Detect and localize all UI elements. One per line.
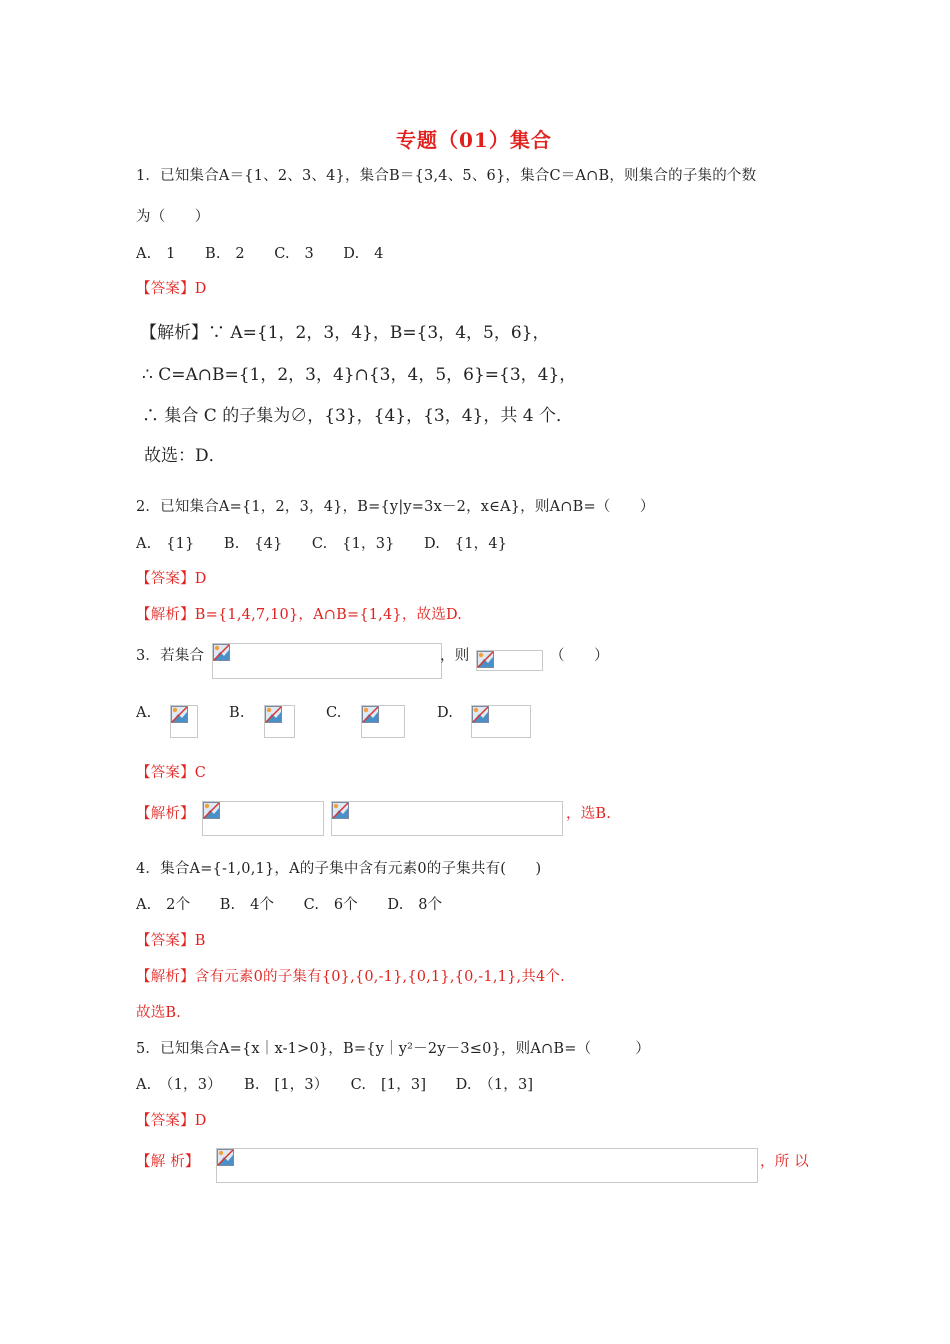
q4-analysis-line2: 故选B. [136, 1005, 182, 1021]
q1-stem-line2: 为（ ） [136, 209, 210, 225]
q1-analysis-line2: ∴ C=A∩B={1，2，3，4}∩{3，4，5，6}={3，4}， [142, 365, 577, 385]
q3-answer: 【答案】C [136, 765, 207, 781]
q3-option-b-label: B. [229, 705, 245, 721]
q3-option-a-image [170, 705, 198, 738]
q2-answer: 【答案】D [136, 571, 207, 587]
q5-stem: 5．已知集合A={x｜x-1>0}，B={y｜y²－2y－3≤0}，则A∩B=（ ） [136, 1041, 651, 1057]
q3-option-d-image [471, 705, 531, 738]
q3-option-c-label: C. [326, 705, 342, 721]
broken-image-icon [265, 706, 282, 723]
q1-analysis-line1 [140, 318, 549, 343]
q5-analysis-suffix: ，所 以 [760, 1154, 809, 1170]
q3-option-a-label: A. [136, 705, 152, 721]
q1-analysis-label: 【解析】 [140, 323, 208, 343]
q1-stem-line1: 1．已知集合A＝{1、2、3、4}，集合B＝{3,4、5、6}，集合C＝A∩B，则集合的子集的个数 [136, 168, 757, 184]
q1-analysis-line3: ∴ 集合 C 的子集为∅，{3}，{4}，{3，4}，共 4 个． [142, 406, 574, 426]
q3-stem-image-2 [476, 650, 543, 671]
q2-analysis: 【解析】B={1,4,7,10}，A∩B={1,4}，故选D. [136, 607, 463, 623]
q3-stem-suffix: （ ） [550, 648, 609, 664]
q5-analysis-label: 【解 析】 [136, 1154, 200, 1170]
q3-analysis-image-2 [331, 801, 563, 836]
q4-analysis: 【解析】含有元素0的子集有{0},{0,-1},{0,1},{0,-1,1},共4个. [136, 969, 565, 985]
q4-answer: 【答案】B [136, 933, 206, 949]
q4-stem: 4．集合A={-1,0,1}，A的子集中含有元素0的子集共有( ) [136, 861, 542, 877]
q1-analysis-text1: ∵ A={1，2，3，4}，B={3，4，5，6}， [208, 323, 550, 343]
broken-image-icon [203, 802, 220, 819]
q5-options: A. （1，3） B. [1，3） C. [1，3] D. （1，3] [136, 1077, 534, 1093]
q1-answer: 【答案】D [136, 281, 207, 297]
broken-image-icon [477, 651, 494, 668]
broken-image-icon [217, 1149, 234, 1166]
q3-analysis-suffix: ，选B. [566, 806, 612, 822]
q3-option-b-image [264, 705, 295, 738]
broken-image-icon [472, 706, 489, 723]
broken-image-icon [362, 706, 379, 723]
q3-analysis-label: 【解析】 [136, 806, 195, 822]
page-title: 专题（01）集合 [396, 128, 552, 152]
q5-answer: 【答案】D [136, 1113, 207, 1129]
broken-image-icon [171, 706, 188, 723]
q3-option-c-image [361, 705, 405, 738]
q2-options: A. {1} B. {4} C. {1，3} D. {1，4} [136, 536, 508, 552]
q3-stem-image-1 [212, 643, 442, 679]
broken-image-icon [332, 802, 349, 819]
q3-stem-prefix: 3．若集合 [136, 648, 205, 664]
q3-option-d-label: D. [437, 705, 454, 721]
q1-options: A. 1 B. 2 C. 3 D. 4 [136, 246, 384, 262]
q3-analysis-image-1 [202, 801, 324, 836]
q5-analysis-image [216, 1148, 758, 1183]
q2-stem: 2．已知集合A={1，2，3，4}，B={y|y=3x－2，x∈A}，则A∩B=（ ） [136, 499, 655, 515]
q4-options: A. 2个 B. 4个 C. 6个 D. 8个 [136, 897, 443, 913]
q3-stem-mid: ，则 [440, 648, 470, 664]
q1-analysis-line4: 故选：D． [144, 446, 226, 466]
broken-image-icon [213, 644, 230, 661]
